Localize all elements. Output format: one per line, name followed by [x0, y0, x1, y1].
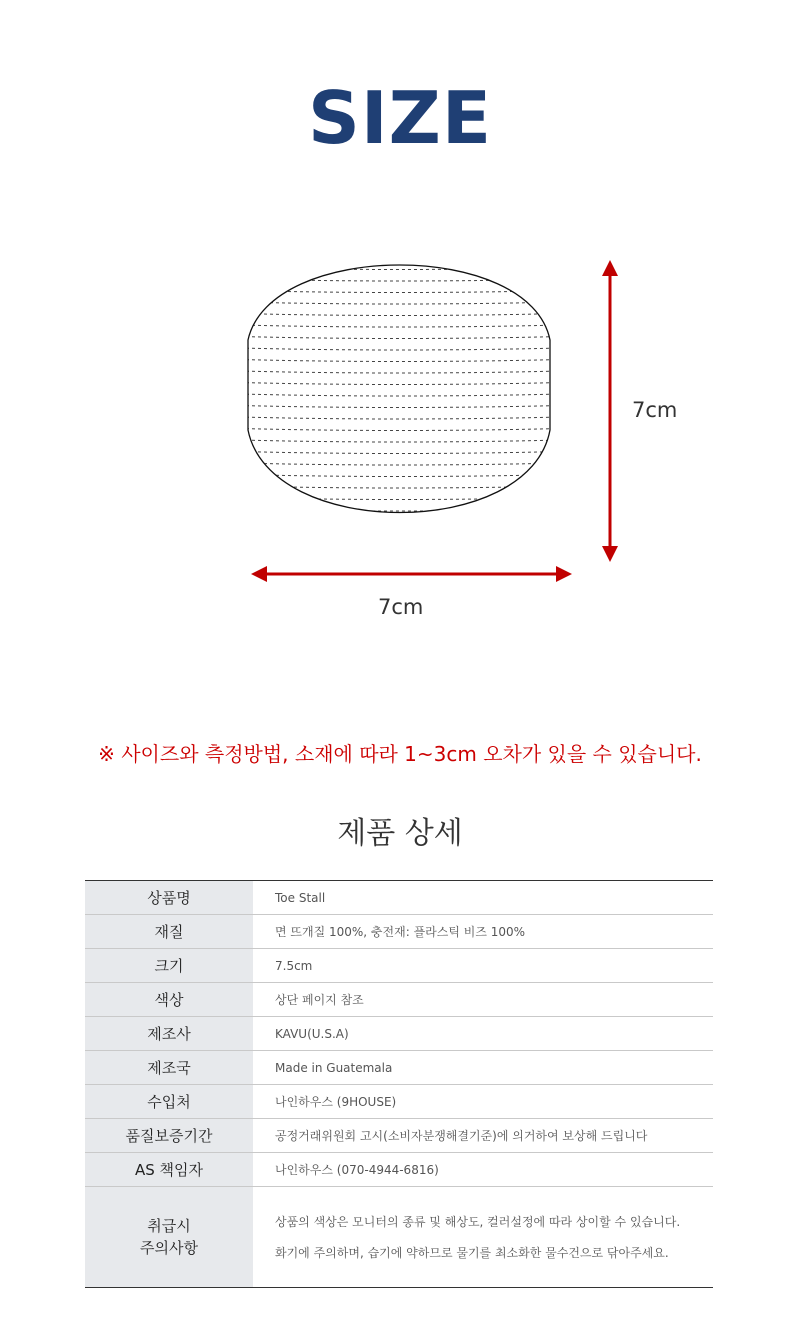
care-value [253, 1187, 713, 1288]
stitch-line [240, 509, 560, 511]
spec-value: Toe Stall [253, 881, 713, 915]
spec-label: 크기 [85, 949, 253, 983]
beanbag-illustration [240, 256, 560, 523]
stitch-line [240, 268, 560, 270]
stitch-line [240, 394, 560, 396]
spec-label: 재질 [85, 915, 253, 949]
spec-label: 색상 [85, 983, 253, 1017]
care-label-line-2: 주의사항 [140, 1239, 198, 1257]
stitch-line [240, 406, 560, 408]
spec-value: KAVU(U.S.A) [253, 1017, 713, 1051]
spec-label: 제조국 [85, 1051, 253, 1085]
stitch-line [240, 440, 560, 442]
stitch-line [240, 337, 560, 339]
spec-label: 품질보증기간 [85, 1119, 253, 1153]
spec-row [85, 1119, 713, 1153]
stitch-line [240, 302, 560, 304]
stitch-line [240, 452, 560, 454]
spec-row [85, 983, 713, 1017]
spec-label: 제조사 [85, 1017, 253, 1051]
spec-value: 나인하우스 (070-4944-6816) [253, 1153, 713, 1187]
stitch-line [240, 475, 560, 477]
stitch-line [240, 256, 560, 258]
stitch-line [240, 371, 560, 373]
stitch-line [240, 521, 560, 523]
stitch-line [240, 417, 560, 419]
spec-row [85, 949, 713, 983]
stitch-line [240, 314, 560, 316]
stitch-line [240, 486, 560, 488]
stitch-pattern [240, 256, 560, 523]
spec-value: Made in Guatemala [253, 1051, 713, 1085]
spec-row [85, 881, 713, 915]
spec-row [85, 915, 713, 949]
stitch-line [240, 463, 560, 465]
spec-row [85, 1051, 713, 1085]
spec-value: 면 뜨개질 100%, 충전재: 플라스틱 비즈 100% [253, 915, 713, 949]
section-title: 제품 상세 [337, 816, 463, 851]
spec-value: 7.5cm [253, 949, 713, 983]
stitch-line [240, 383, 560, 385]
spec-row [85, 1085, 713, 1119]
spec-label: 상품명 [85, 881, 253, 915]
width-arrow [251, 566, 572, 582]
stitch-line [240, 498, 560, 500]
spec-value: 나인하우스 (9HOUSE) [253, 1085, 713, 1119]
stitch-line [240, 279, 560, 281]
spec-value: 공정거래위원회 고시(소비자분쟁해결기준)에 의거하여 보상해 드립니다 [253, 1119, 713, 1153]
width-dimension-label: 7cm [378, 595, 424, 619]
size-diagram [0, 230, 800, 630]
care-instruction: 상품의 색상은 모니터의 종류 및 해상도, 컬러설정에 따라 상이할 수 있습니다. [275, 1214, 681, 1229]
size-title: SIZE [307, 76, 493, 160]
stitch-line [240, 360, 560, 362]
size-notice: ※ 사이즈와 측정방법, 소재에 따라 1~3cm 오차가 있을 수 있습니다. [98, 742, 702, 766]
stitch-line [240, 325, 560, 327]
care-label [85, 1187, 253, 1288]
stitch-line [240, 348, 560, 350]
stitch-line [240, 429, 560, 431]
spec-row [85, 1153, 713, 1187]
product-spec-table [85, 880, 713, 1288]
height-arrow [602, 260, 618, 562]
care-label-line-1: 취급시 [147, 1217, 191, 1235]
spec-value: 상단 페이지 참조 [253, 983, 713, 1017]
spec-label: 수입처 [85, 1085, 253, 1119]
care-instruction: 화기에 주의하며, 습기에 약하므로 물기를 최소화한 물수건으로 닦아주세요. [275, 1245, 669, 1260]
spec-row [85, 1017, 713, 1051]
care-row [85, 1187, 713, 1288]
height-dimension-label: 7cm [632, 398, 678, 422]
spec-label: AS 책임자 [85, 1153, 253, 1187]
